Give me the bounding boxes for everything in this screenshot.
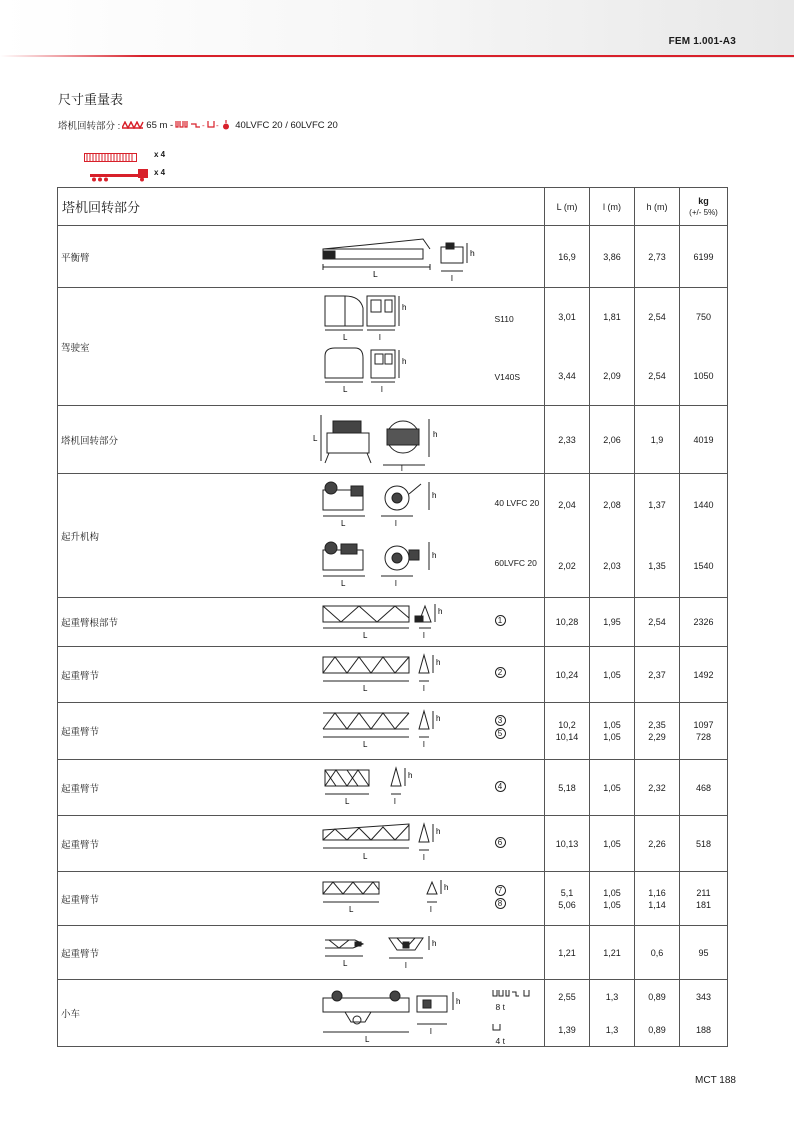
dimensions-weight-table [57,187,728,1047]
trolley-capacity-4t: 4 t [495,1036,505,1046]
dim-label-l: l [422,631,425,640]
part-drawing [305,926,545,980]
section-mark: 2 [495,667,506,678]
jib-section-drawing [305,760,465,815]
part-name: 平衡臂 [58,226,305,288]
header-band [0,0,794,58]
subtitle [58,118,338,132]
part-drawing [305,226,545,288]
part-name: 起重臂节 [58,816,305,872]
mast-section-icon [84,153,144,163]
value-l: 3,86 [590,226,635,288]
value-l: 1,81 2,09 [590,288,635,406]
truck-icon [84,166,150,182]
table-row [58,647,728,703]
dim-label-l: l [404,961,407,970]
subtitle-jib: 65 m - [146,119,174,131]
value-kg: 4019 [680,406,728,474]
table-row [58,474,728,598]
dim-label-h: h [455,997,460,1006]
dim-label-h: h [407,771,412,780]
value-h: 2,26 [635,816,680,872]
hoist-drawing [305,474,545,597]
svg-text:-: - [216,121,219,130]
value-l: 1,05 [590,816,635,872]
subtitle-prefix: 塔机回转部分 : [58,121,121,132]
table-row [58,598,728,647]
dim-label-h: h [431,491,436,500]
dim-label-l: l [400,463,403,473]
trolley-capacity-8t: 8 t [495,1002,505,1012]
dim-label-l: l [429,905,432,914]
value-kg: 1097 728 [680,703,728,760]
mechanism-icon [175,120,233,130]
value-kg: 2326 [680,598,728,647]
section-mark: 5 [495,728,506,739]
section-mark: 1 [495,615,506,626]
value-L: 10,13 [545,816,590,872]
part-drawing [305,647,545,703]
hoist-model-40: 40 LVFC 20 [494,498,540,508]
value-l: 2,08 2,03 [590,474,635,598]
part-name: 起重臂根部节 [58,598,305,647]
value-l: 1,05 1,05 [590,703,635,760]
part-name: 起重臂节 [58,872,305,926]
dim-label-l: l [380,385,383,394]
part-name: 起升机构 [58,474,305,598]
dim-label-L: L [362,631,367,640]
header-l: l (m) [590,188,635,226]
part-drawing [305,288,545,406]
subtitle-mechanism: 40LVFC 20 / 60LVFC 20 [235,119,338,131]
dim-label-h: h [443,883,448,892]
part-name: 起重臂节 [58,926,305,980]
part-name: 小车 [58,980,305,1047]
value-l: 1,95 [590,598,635,647]
trolley-drawing [305,980,545,1046]
value-L: 2,33 [545,406,590,474]
transport-legend [84,148,194,186]
counter-jib-drawing [305,227,545,287]
value-kg: 6199 [680,226,728,288]
part-drawing [305,760,545,816]
header-h: h (m) [635,188,680,226]
dim-label-L: L [372,268,378,279]
dim-label-L: L [348,905,353,914]
table-header-row [58,188,728,226]
transport-count-bottom: x 4 [154,168,166,177]
section-mark: 4 [495,781,506,792]
value-kg: 750 1050 [680,288,728,406]
dim-label-L: L [364,1035,369,1044]
svg-text:-: - [202,121,205,130]
value-kg: 468 [680,760,728,816]
dim-label-l: l [378,333,381,342]
dim-label-L: L [342,333,347,342]
value-l: 2,06 [590,406,635,474]
value-h: 0,6 [635,926,680,980]
section-mark: 6 [495,837,506,848]
dim-label-L: L [312,433,317,443]
header-L: L (m) [545,188,590,226]
value-L: 3,01 3,44 [545,288,590,406]
value-h: 2,35 2,29 [635,703,680,760]
jib-section-drawing [305,703,465,759]
dim-label-L: L [340,579,345,588]
table-row [58,288,728,406]
dim-label-h: h [469,247,475,258]
header-kg: kg (+/- 5%) [680,188,728,226]
dim-label-L: L [342,385,347,394]
dim-label-l: l [429,1027,432,1036]
part-name: 驾驶室 [58,288,305,406]
dim-label-l: l [393,797,396,806]
dim-label-L: L [340,519,345,528]
value-kg: 1440 1540 [680,474,728,598]
value-l: 1,21 [590,926,635,980]
value-h: 1,37 1,35 [635,474,680,598]
jib-section-drawing [305,647,465,702]
value-h: 1,9 [635,406,680,474]
table-row [58,703,728,760]
cab-drawing [305,288,545,405]
doc-code: FEM 1.001-A3 [668,36,736,47]
dim-label-h: h [437,607,442,616]
part-drawing [305,406,545,474]
section-title: 尺寸重量表 [58,92,124,107]
dim-label-l: l [422,853,425,862]
value-L: 1,21 [545,926,590,980]
part-name: 起重臂节 [58,703,305,760]
value-L: 2,55 1,39 [545,980,590,1047]
dim-label-l: l [422,684,425,693]
jib-icon [122,121,144,129]
hoist-model-60: 60LVFC 20 [494,558,537,568]
value-l: 1,05 [590,760,635,816]
dim-label-h: h [435,827,440,836]
table-row [58,980,728,1047]
section-mark: 3 [495,715,506,726]
table-row [58,760,728,816]
value-L: 16,9 [545,226,590,288]
part-name: 起重臂节 [58,760,305,816]
table-row [58,926,728,980]
dim-label-h: h [401,357,406,366]
dim-label-l: l [394,519,397,528]
dim-label-l: l [394,579,397,588]
value-h: 2,73 [635,226,680,288]
table-row [58,872,728,926]
part-drawing [305,703,545,760]
jib-foot-drawing [305,598,465,644]
value-L: 10,28 [545,598,590,647]
part-name: 起重臂节 [58,647,305,703]
value-h: 2,54 2,54 [635,288,680,406]
table-row [58,406,728,474]
jib-tip-drawing [305,926,465,979]
page-code: MCT 188 [695,1075,736,1086]
dim-label-l: l [450,272,453,283]
jib-section-drawing [305,872,465,925]
value-L: 2,04 2,02 [545,474,590,598]
section-mark: 8 [495,898,506,909]
value-l: 1,05 1,05 [590,872,635,926]
dim-label-L: L [362,740,367,749]
table-row [58,816,728,872]
dim-label-L: L [362,852,367,861]
header-red-line [0,55,794,57]
value-kg: 211 181 [680,872,728,926]
dim-label-h: h [432,429,437,439]
dim-label-h: h [401,303,406,312]
value-L: 5,18 [545,760,590,816]
dim-label-h: h [431,939,436,948]
header-part: 塔机回转部分 [58,188,545,226]
part-drawing [305,980,545,1047]
value-h: 1,16 1,14 [635,872,680,926]
part-drawing [305,872,545,926]
cab-model-s110: S110 [494,314,514,324]
slewing-part-drawing [305,407,545,473]
dim-label-h: h [435,714,440,723]
value-h: 2,37 [635,647,680,703]
transport-count-top: x 4 [154,150,166,159]
value-L: 10,2 10,14 [545,703,590,760]
value-kg: 343 188 [680,980,728,1047]
value-L: 5,1 5,06 [545,872,590,926]
value-kg: 95 [680,926,728,980]
part-name: 塔机回转部分 [58,406,305,474]
jib-section-drawing [305,816,465,871]
value-kg: 518 [680,816,728,872]
value-h: 0,89 0,89 [635,980,680,1047]
dim-label-L: L [342,959,347,968]
cab-model-v140s: V140S [494,372,521,382]
part-drawing [305,816,545,872]
value-h: 2,54 [635,598,680,647]
section-mark: 7 [495,885,506,896]
dim-label-h: h [435,658,440,667]
dim-label-h: h [431,551,436,560]
part-drawing [305,598,545,647]
value-h: 2,32 [635,760,680,816]
value-l: 1,05 [590,647,635,703]
value-l: 1,3 1,3 [590,980,635,1047]
value-L: 10,24 [545,647,590,703]
dim-label-l: l [422,740,425,749]
dim-label-L: L [362,684,367,693]
part-drawing [305,474,545,598]
dim-label-L: L [344,797,349,806]
table-row [58,226,728,288]
value-kg: 1492 [680,647,728,703]
